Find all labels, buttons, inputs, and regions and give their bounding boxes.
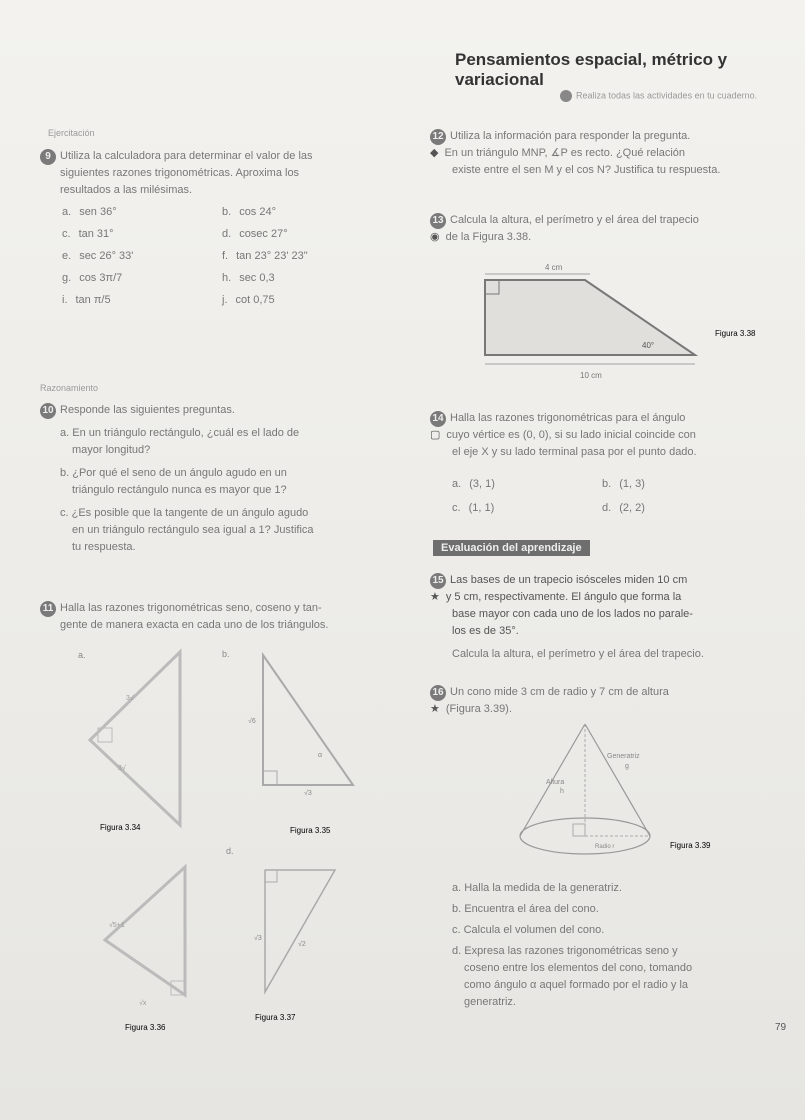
exercise-12-text-l2: En un triángulo MNP, ∡P es recto. ¿Qué relación (444, 147, 686, 159)
option-item (602, 478, 752, 490)
figure-3-39-cone (500, 718, 760, 868)
cone-generatriz-label: Generatriz (607, 753, 640, 760)
svg-text:√5+1: √5+1 (109, 922, 125, 929)
svg-text:√6: √6 (248, 718, 256, 725)
exercise-10-intro: Responde las siguientes preguntas. (60, 404, 235, 416)
exercise-12 (430, 128, 790, 179)
exercise-number: 12 (430, 129, 446, 145)
option-letter: c. (62, 228, 71, 240)
option-expression: cot 0,75 (235, 294, 275, 306)
option-item (222, 206, 382, 218)
exercise-14-text-l1: Halla las razones trigonométricas para el ángulo (450, 412, 686, 424)
svg-text:√x: √x (139, 1000, 147, 1007)
svg-text:√2: √2 (298, 941, 306, 948)
exercise-10-c-l2: en un triángulo rectángulo sea igual a 1? Justifica (72, 524, 314, 536)
figure-3-34-triangle (70, 640, 200, 840)
option-item (222, 250, 382, 262)
option-item (62, 228, 222, 240)
notebook-icon (560, 90, 572, 102)
exercise-13-text-l1: Calcula la altura, el perímetro y el área del trapecio (450, 214, 699, 226)
cone-altura-label: Altura (546, 779, 565, 786)
option-letter: d. (222, 228, 232, 240)
exercise-number: 13 (430, 213, 446, 229)
cone-g-label: g (625, 763, 629, 770)
exercise-15 (430, 572, 790, 663)
svg-text:α: α (318, 752, 323, 759)
option-expression: (2, 2) (619, 502, 645, 514)
option-expression: tan π/5 (75, 294, 111, 306)
exercise-10-b-l2: triángulo rectángulo nunca es mayor que 1? (72, 484, 287, 496)
figure-d-label: d. (226, 846, 234, 856)
exercise-14-text-l2: cuyo vértice es (0, 0), si su lado inicial coincide con (446, 429, 696, 441)
exercise-15-text-l4: los es de 35°. (452, 625, 519, 637)
exercise-14-text-l3: el eje X y su lado terminal pasa por el punto dado. (452, 446, 697, 458)
exercise-13-text-l2: de la Figura 3.38. (445, 231, 532, 243)
exercise-number: 10 (40, 403, 56, 419)
option-expression: cos 3π/7 (79, 272, 123, 284)
exercise-number: 16 (430, 685, 446, 701)
figure-3-34-caption: Figura 3.34 (100, 823, 141, 832)
exercise-12-text-l1: Utiliza la información para responder la pregunta. (450, 130, 691, 142)
exercise-10-a-l1: a. En un triángulo rectángulo, ¿cuál es el lado de (60, 427, 300, 439)
exercise-15-text-l5: Calcula la altura, el perímetro y el área del trapecio. (452, 648, 704, 660)
option-item (62, 206, 222, 218)
option-item (62, 272, 222, 284)
option-letter: f. (222, 250, 229, 262)
exercise-12-text-l3: existe entre el sen M y el cos N? Justifica tu respuesta. (452, 164, 721, 176)
figure-3-37-triangle (220, 842, 360, 1042)
svg-text:3√: 3√ (126, 695, 134, 702)
diamond-icon: ◆ (430, 147, 439, 159)
option-expression: sec 26° 33' (79, 250, 134, 262)
section-label-ejercitacion: Ejercitación (48, 128, 95, 138)
trapezoid-bottom-label: 10 cm (580, 371, 602, 380)
svg-text:3√: 3√ (118, 765, 126, 772)
figure-3-39-caption: Figura 3.39 (670, 841, 711, 850)
exercise-16-text-l1: Un cono mide 3 cm de radio y 7 cm de altura (450, 686, 669, 698)
exercise-16-a: a. Halla la medida de la generatriz. (452, 882, 622, 894)
option-item (222, 228, 382, 240)
option-item (222, 272, 382, 284)
trapezoid-angle-label: 40° (642, 341, 655, 350)
cone-radio-label: Radio r (595, 844, 615, 850)
exercise-15-text-l3: base mayor con cada uno de los lados no parale- (452, 608, 693, 620)
option-item (452, 478, 602, 490)
exercise-14-options (452, 478, 752, 514)
option-expression: sec 0,3 (239, 272, 275, 284)
exercise-15-text-l1: Las bases de un trapecio isósceles miden 10 cm (450, 574, 688, 586)
svg-text:√3: √3 (254, 935, 262, 942)
exercise-11-text-l1: Halla las razones trigonométricas seno, coseno y tan- (60, 602, 322, 614)
option-item (452, 502, 602, 514)
exercise-10-a-l2: mayor longitud? (72, 444, 151, 456)
option-letter: a. (62, 206, 72, 218)
option-item (62, 294, 222, 306)
option-letter: h. (222, 272, 232, 284)
figure-3-38-caption: Figura 3.38 (715, 329, 756, 338)
figure-3-38-trapezoid (470, 260, 760, 390)
exercise-14 (430, 410, 790, 461)
star-icon: ★ (430, 591, 440, 603)
exercise-16-items (452, 880, 782, 1011)
exercise-9-options (62, 206, 382, 306)
option-letter: b. (222, 206, 232, 218)
header-subtitle-text: Realiza todas las actividades en tu cuaderno. (576, 90, 758, 101)
cone-h-label: h (560, 788, 564, 795)
exercise-16-d-l2: coseno entre los elementos del cono, tomando (464, 962, 693, 974)
option-item (222, 294, 382, 306)
figure-a-label: a. (78, 650, 86, 660)
trapezoid-top-label: 4 cm (545, 263, 563, 272)
exercise-16-d-l4: generatriz. (464, 996, 516, 1008)
exercise-number: 14 (430, 411, 446, 427)
exercise-16-d-l3: como ángulo α aquel formado por el radio y la (464, 979, 689, 991)
page-number: 79 (775, 1022, 787, 1033)
figure-3-36-caption: Figura 3.36 (125, 1023, 166, 1032)
option-item (62, 250, 222, 262)
option-letter: i. (62, 294, 68, 306)
exercise-10-b-l1: b. ¿Por qué el seno de un ángulo agudo en un (60, 467, 287, 479)
option-letter: j. (222, 294, 228, 306)
page-header-title: Pensamientos espacial, métrico y variacional (455, 50, 728, 89)
exercise-9-text-l1: Utiliza la calculadora para determinar el valor de las (60, 150, 313, 162)
option-expression: cosec 27° (239, 228, 288, 240)
exercise-9-text-l2: siguientes razones trigonométricas. Aproxima los (60, 167, 300, 179)
option-expression: tan 31° (78, 228, 114, 240)
option-letter: c. (452, 502, 461, 514)
exercise-9-text-l3: resultados a las milésimas. (60, 184, 193, 196)
exercise-16-b: b. Encuentra el área del cono. (452, 903, 599, 915)
option-expression: cos 24° (239, 206, 276, 218)
option-letter: e. (62, 250, 72, 262)
square-icon: ▢ (430, 429, 441, 441)
exercise-10 (40, 402, 385, 556)
figure-3-35-triangle (218, 645, 368, 845)
exercise-10-c-l3: tu respuesta. (72, 541, 136, 553)
exercise-number: 11 (40, 601, 56, 617)
option-expression: tan 23° 23' 23" (236, 250, 308, 262)
figure-3-37-caption: Figura 3.37 (255, 1013, 296, 1022)
exercise-11-text-l2: gente de manera exacta en cada uno de los triángulos. (60, 619, 329, 631)
figure-b-label: b. (222, 649, 230, 659)
exercise-number: 15 (430, 573, 446, 589)
page-header-subtitle (560, 90, 757, 102)
evaluation-banner: Evaluación del aprendizaje (433, 540, 590, 556)
exercise-11 (40, 600, 390, 634)
option-expression: (1, 3) (619, 478, 645, 490)
option-letter: g. (62, 272, 72, 284)
bullseye-icon: ◉ (430, 231, 440, 243)
svg-text:√3: √3 (304, 790, 312, 797)
figure-3-36-triangle (95, 855, 215, 1045)
exercise-9 (40, 148, 385, 199)
exercise-16-text-l2: (Figura 3.39). (445, 703, 512, 715)
option-letter: b. (602, 478, 612, 490)
exercise-13 (430, 212, 790, 246)
star-icon: ★ (430, 703, 440, 715)
option-expression: (1, 1) (468, 502, 495, 514)
figure-3-35-caption: Figura 3.35 (290, 826, 331, 835)
option-letter: d. (602, 502, 612, 514)
option-expression: (3, 1) (469, 478, 495, 490)
section-label-razonamiento: Razonamiento (40, 383, 99, 393)
exercise-16 (430, 684, 790, 718)
exercise-10-c-l1: c. ¿Es posible que la tangente de un ángulo agudo (60, 507, 309, 519)
option-item (602, 502, 752, 514)
exercise-16-c: c. Calcula el volumen del cono. (452, 924, 605, 936)
option-expression: sen 36° (79, 206, 117, 218)
exercise-16-d-l1: d. Expresa las razones trigonométricas seno y (452, 945, 678, 957)
option-letter: a. (452, 478, 462, 490)
exercise-15-text-l2: y 5 cm, respectivamente. El ángulo que forma la (445, 591, 682, 603)
exercise-number: 9 (40, 149, 56, 165)
